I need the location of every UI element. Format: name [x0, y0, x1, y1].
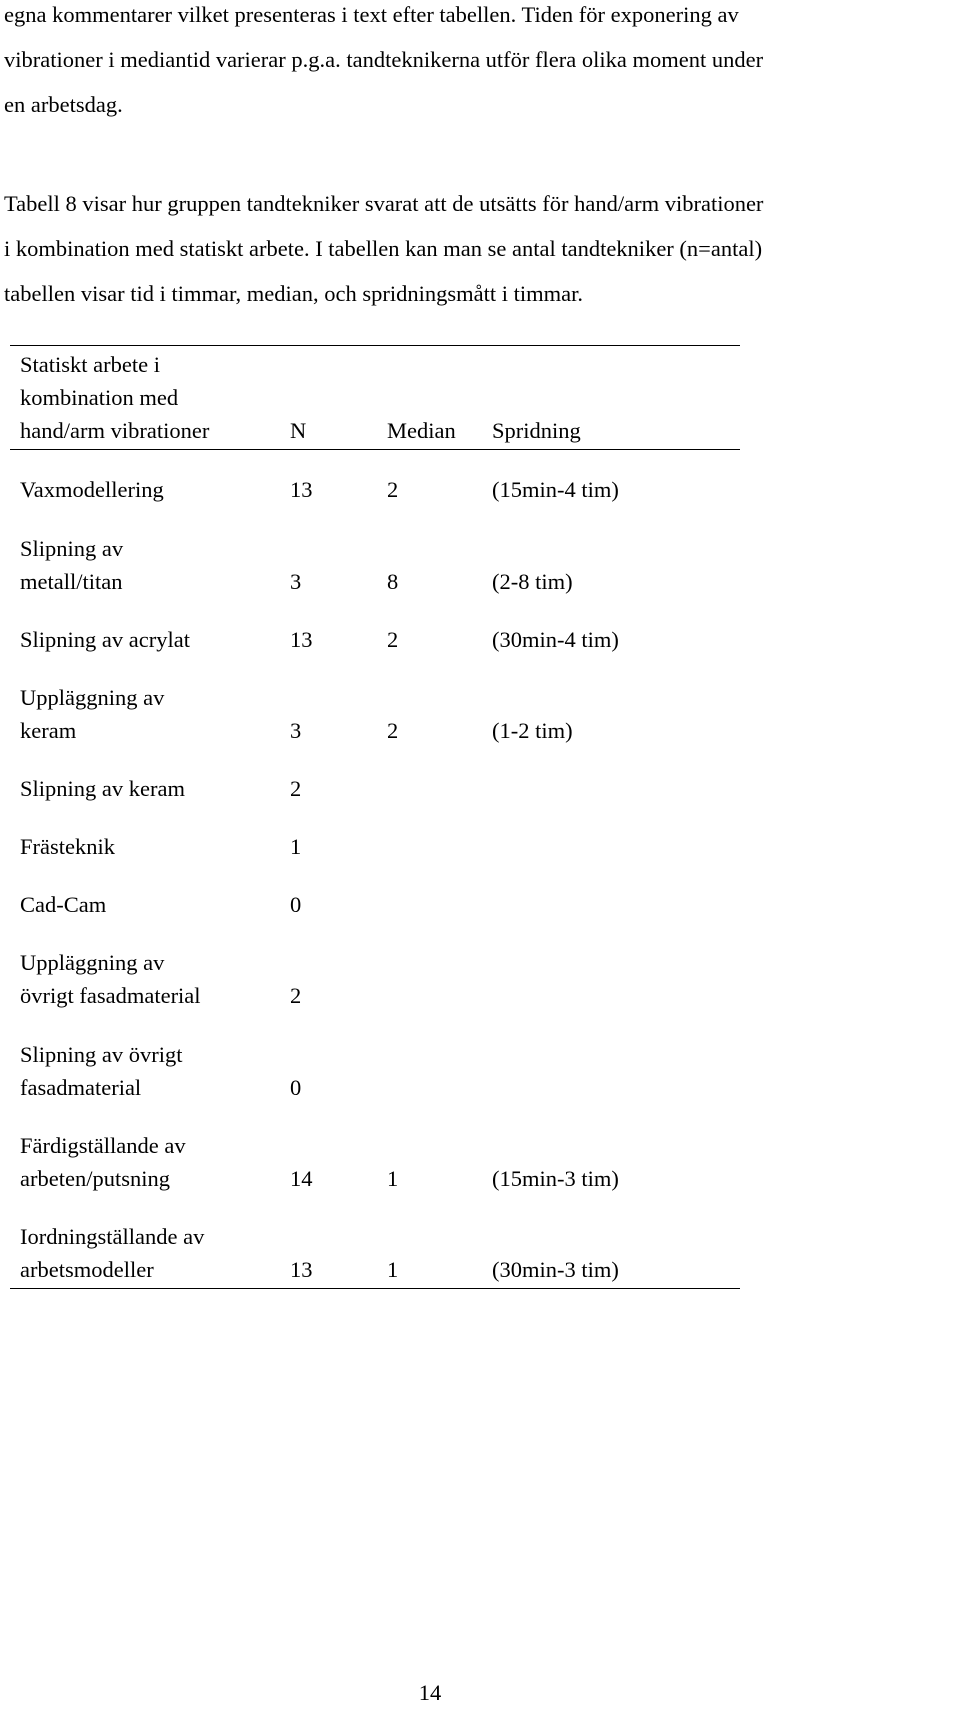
cell-n: 14 [290, 1166, 313, 1191]
cell-activity: Slipning av metall/titan [20, 536, 124, 594]
paragraph-line: i kombination med statiskt arbete. I tabellen kan man se antal tandtekniker (n=antal) [4, 236, 763, 261]
table-row [10, 1220, 740, 1286]
cell-n: 1 [290, 834, 302, 859]
table-row [10, 681, 740, 747]
cell-activity: Cad-Cam [20, 892, 107, 917]
table-row [10, 946, 740, 1012]
cell-spread: (15min-4 tim) [492, 477, 619, 502]
body-paragraph [4, 181, 954, 316]
paragraph-line: en arbetsdag. [4, 92, 123, 117]
table-row [10, 1129, 740, 1195]
table-header [10, 346, 740, 450]
cell-n: 13 [290, 477, 313, 502]
table-row [10, 772, 740, 805]
header-spread: Spridning [492, 418, 581, 443]
body-paragraph [4, 0, 954, 127]
cell-n: 3 [290, 569, 302, 594]
cell-n: 2 [290, 983, 302, 1008]
table-row [10, 888, 740, 921]
cell-median: 1 [387, 1257, 399, 1282]
cell-activity: Uppläggning av övrigt fasadmaterial [20, 950, 201, 1008]
table-row [10, 1038, 740, 1104]
paragraph-line: tabellen visar tid i timmar, median, och spridningsmått i timmar. [4, 281, 583, 306]
page-number: 14 [418, 1680, 442, 1705]
cell-median: 8 [387, 569, 399, 594]
table-row [10, 473, 740, 506]
cell-median: 2 [387, 477, 399, 502]
cell-spread: (30min-4 tim) [492, 627, 619, 652]
cell-spread: (1-2 tim) [492, 718, 573, 743]
table-row [10, 623, 740, 656]
cell-n: 13 [290, 627, 313, 652]
paragraph-line: vibrationer i mediantid varierar p.g.a. tandteknikerna utför flera olika moment under [4, 47, 764, 72]
cell-activity: Uppläggning av keram [20, 685, 165, 743]
cell-median: 2 [387, 718, 399, 743]
cell-n: 0 [290, 892, 302, 917]
table-row [10, 532, 740, 598]
cell-n: 13 [290, 1257, 313, 1282]
cell-n: 0 [290, 1075, 302, 1100]
cell-n: 2 [290, 776, 302, 801]
header-n: N [290, 418, 307, 443]
header-median: Median [387, 418, 456, 443]
cell-n: 3 [290, 718, 302, 743]
table-body [10, 473, 740, 1286]
cell-spread: (30min-3 tim) [492, 1257, 619, 1282]
table-row [10, 830, 740, 863]
cell-activity: Frästeknik [20, 834, 115, 859]
paragraph-line: egna kommentarer vilket presenteras i text efter tabellen. Tiden för exponering av [4, 2, 739, 27]
paragraph-line: Tabell 8 visar hur gruppen tandtekniker svarat att de utsätts för hand/arm vibrationer [4, 191, 764, 216]
cell-activity: Vaxmodellering [20, 477, 164, 502]
cell-activity: Färdigställande av arbeten/putsning [20, 1133, 186, 1191]
cell-activity: Iordningställande av arbetsmodeller [20, 1224, 205, 1282]
cell-spread: (15min-3 tim) [492, 1166, 619, 1191]
cell-spread: (2-8 tim) [492, 569, 573, 594]
cell-median: 2 [387, 627, 399, 652]
cell-activity: Slipning av acrylat [20, 627, 190, 652]
header-activity: Statiskt arbete i kombination med hand/arm vibrationer [20, 352, 210, 443]
cell-activity: Slipning av keram [20, 776, 185, 801]
cell-median: 1 [387, 1166, 399, 1191]
cell-activity: Slipning av övrigt fasadmaterial [20, 1042, 183, 1100]
vibration-table [10, 345, 740, 1289]
